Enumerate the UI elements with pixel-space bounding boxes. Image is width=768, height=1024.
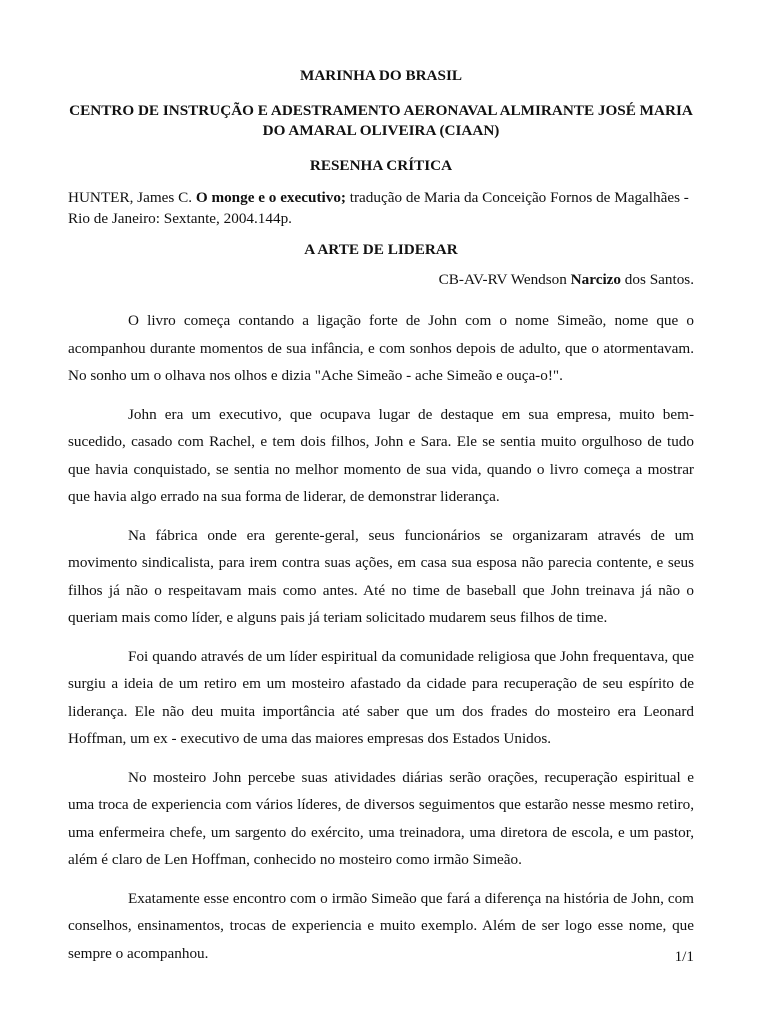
document-type-heading: RESENHA CRÍTICA [309, 157, 453, 174]
organization-heading: MARINHA DO BRASIL [299, 67, 463, 84]
center-heading: CENTRO DE INSTRUÇÃO E ADESTRAMENTO AERONAVAL ALMIRANTE JOSÉ MARIA DO AMARAL OLIVEIRA (CIAAN) [69, 102, 693, 139]
review-title: A ARTE DE LIDERAR [304, 241, 458, 258]
reference-details: tradução de Maria da Conceição Fornos de Magalhães - Rio de Janeiro: Sextante, 2004.144p. [68, 189, 689, 227]
document-page [68, 66, 694, 978]
paragraph-1: O livro começa contando a ligação forte de John com o nome Simeão, nome que o acompanhou durante momentos de sua infância, e com sonhos depois de adulto, que o atormentavam. No sonho um o olhava nos olhos e dizia "Ache Simeão - ache Simeão e ouça-o!". [68, 312, 694, 384]
reviewer-surname: Narcizo [570, 271, 621, 288]
paragraph-5: No mosteiro John percebe suas atividades diárias serão orações, recuperação espiritual e uma troca de experiencia com vários líderes, de diversos seguimentos que estarão nesse mesmo retiro, uma enfermeira chefe, um sargento do exército, uma treinadora, uma diretora de escola, e um pastor, além é claro de Len Hoffman, conhecido no mosteiro como irmão Simeão. [68, 768, 694, 868]
reference-author: HUNTER, James C. [68, 189, 193, 206]
paragraph-2: John era um executivo, que ocupava lugar de destaque em sua empresa, muito bem-sucedido, casado com Rachel, e tem dois filhos, John e Sara. Ele se sentia muito orgulhoso de tudo que havia conquistado, se sentia no melhor momento de sua vida, quando o livro começa a mostrar que havia algo errado na sua forma de liderar, de demonstrar liderança. [68, 405, 694, 505]
bibliographic-reference [68, 187, 694, 229]
reviewer-suffix: dos Santos. [624, 271, 694, 288]
reviewer-prefix: CB-AV-RV Wendson [438, 271, 567, 288]
paragraph-6: Exatamente esse encontro com o irmão Simeão que fará a diferença na história de John, com conselhos, ensinamentos, trocas de experiencia e muito exemplo. Além de ser logo esse nome, que sempre o acompanhou. [68, 889, 694, 962]
paragraph-3: Na fábrica onde era gerente-geral, seus funcionários se organizaram através de um movimento sindicalista, para irem contra suas ações, em casa sua esposa não parecia contente, e seus filhos já não o respeitavam mais como antes. Até no time de baseball que John treinava já não o queriam mais como líder, e alguns pais já teriam solicitado mudarem seus filhos de time. [68, 526, 694, 626]
paragraph-4: Foi quando através de um líder espiritual da comunidade religiosa que John frequentava, que surgiu a ideia de um retiro em um mosteiro afastado da cidade para recuperação de seu espírito de liderança. Ele não deu muita importância até saber que um dos frades do mosteiro era Leonard Hoffman, um ex - executivo de uma das maiores empresas dos Estados Unidos. [68, 647, 694, 747]
reference-book-title: O monge e o executivo; [195, 189, 346, 206]
reviewer-line [68, 270, 694, 290]
page-number: 1/1 [674, 948, 694, 965]
